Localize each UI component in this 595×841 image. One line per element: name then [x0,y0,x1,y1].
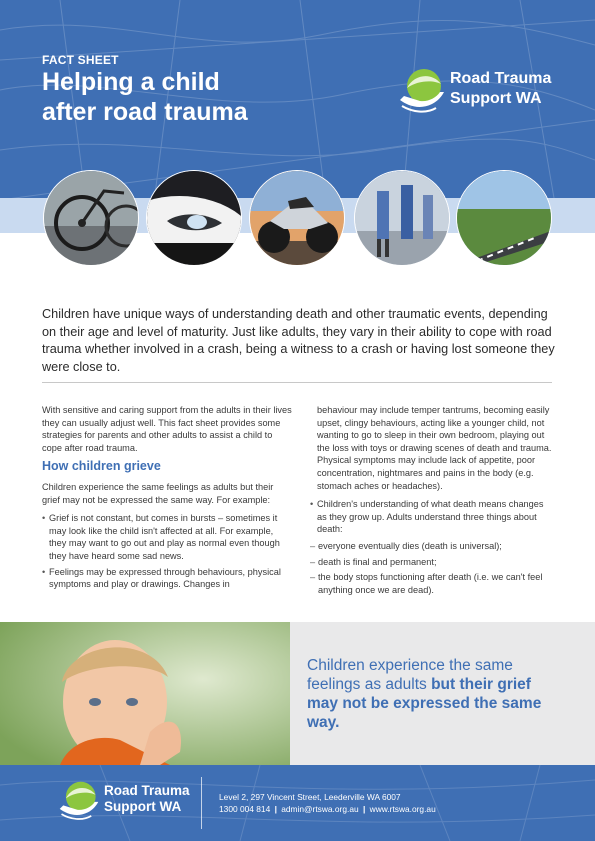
car-headlight-photo [146,170,242,266]
quote-text: Children experience the same feelings as adults [307,657,513,693]
body-paragraph: Children experience the same feelings as adults but their grief may not be expressed the same way. For example: [42,481,274,505]
address: Level 2, 297 Vincent Street, Leederville WA 6007 [219,792,401,802]
quote-emphasis: but their grief may not be expressed the same way. [307,676,542,731]
body-column-2 [310,404,555,600]
fact-sheet-label: FACT SHEET [42,53,119,67]
bullet-item: • Children's understanding of what death means changes as they grow up. Adults understand three things about death: [310,498,555,536]
email-link[interactable]: admin@rtswa.org.au [281,803,359,814]
bullet-list [310,498,555,536]
pull-quote [307,656,547,732]
dash-item: – the body stops functioning after death (i.e. we can't feel anything once we are dead). [310,571,555,596]
footer [0,765,595,841]
title-line-2: after road trauma [42,98,248,126]
contact-details [219,792,436,815]
hand-hill-icon [58,779,100,823]
motorcycle-photo [249,170,345,266]
intro-paragraph: Children have unique ways of understanding death and other traumatic events, depending on their age and level of maturity. Just like adults, they vary in their ability to cope with road trauma whether involved in a crash, being a witness to a crash or having lost someone they were close to. [42,307,555,374]
bullet-list [42,512,292,591]
bicycle-photo [43,170,139,266]
footer-logo-line-1: Road Trauma [104,783,190,798]
photo-strip [0,170,595,266]
website-link[interactable]: www.rtswa.org.au [369,803,436,814]
pedestrians-photo [354,170,450,266]
phone[interactable]: 1300 004 814 [219,803,271,814]
footer-logo[interactable] [58,779,198,825]
body-column-1 [42,404,292,595]
footer-logo-line-2: Support WA [104,799,182,814]
dash-item: – death is final and permanent; [310,556,555,569]
section-heading: How children grieve [42,459,161,474]
hand-hill-icon [398,66,446,116]
dash-item: – everyone eventually dies (death is universal); [310,540,555,553]
bullet-item: • Grief is not constant, but comes in bursts – sometimes it may look like the child isn't affected at all. For example, they may want to go out and play as normal even though they have heard some sad news. [42,512,292,562]
title-line-1: Helping a child [42,68,220,96]
dash-list [310,540,555,596]
page-title [42,67,302,127]
road-photo [456,170,552,266]
bullet-item: • Feelings may be expressed through behaviours, physical symptoms and play or drawings. Changes in [42,566,292,591]
body-paragraph: behaviour may include temper tantrums, becoming easily upset, clingy behaviours, acting like a younger child, not wanting to go to sleep in their own bedroom, playing out the loss with toys or drawing scenes of death and trauma. Physical symptoms may include lack of appetite, poor concentration, nightmares and pains in the body (e.g. stomach aches or headaches). [317,405,552,491]
separator: | [274,803,277,814]
separator: | [362,803,366,814]
logo-line-1: Road Trauma [450,70,552,87]
logo-line-2: Support WA [450,90,542,107]
child-photo [0,622,290,765]
section-divider [42,382,552,383]
body-paragraph: With sensitive and caring support from the adults in their lives they can usually adjust well. This fact sheet provides some strategies for parents and other adults to assist a child to cope after road trauma. [42,405,292,453]
rtswa-logo[interactable] [398,66,568,118]
footer-divider [201,777,202,829]
